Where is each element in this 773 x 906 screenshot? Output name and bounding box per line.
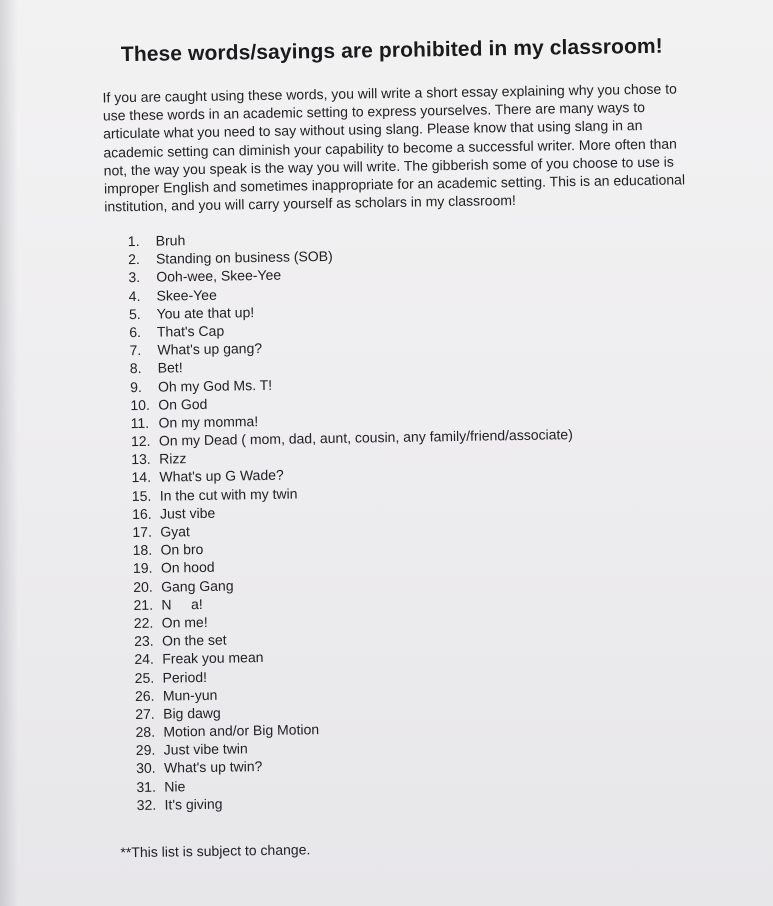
list-item-text: Rizz [159,450,187,467]
intro-line: articulate what you need to say without using slang. Please know that using slang in an [103,117,643,142]
list-item-text: What's up twin? [163,758,263,777]
list-item-number: 20. [133,578,153,595]
intro-paragraph [102,79,684,216]
prohibited-list [128,225,579,814]
list-item-text: On my Dead ( mom, dad, aunt, cousin, any family/friend/associate) [158,426,573,449]
list-item-text: On God [158,395,208,413]
list-item-number: 7. [129,342,142,359]
list-item-text: Bruh [155,232,186,249]
list-item-number: 15. [131,487,152,504]
list-item-text: Just vibe [159,504,216,522]
list-item-number: 12. [130,432,151,450]
list-item-text: Ooh-wee, Skee-Yee [156,267,282,286]
list-item-number: 2. [128,251,140,268]
list-item-number: 13. [131,451,151,468]
list-item-text: Gyat [160,523,191,540]
list-item-text: Just vibe twin [163,740,248,758]
list-item-text: N a! [161,595,203,613]
intro-line: academic setting can diminish your capability to become a successful writer. More often than [103,135,678,161]
list-item-text: Mun-yun [162,686,218,704]
list-item-number: 22. [133,614,154,631]
list-item-number: 28. [135,723,156,741]
intro-line: If you are caught using these words, you will write a short essay explaining why you chose to [102,80,677,106]
list-item-text: In the cut with my twin [159,485,298,504]
list-item-number: 8. [129,360,142,377]
list-item-text: Skee-Yee [156,286,217,304]
list-item-text: Motion and/or Big Motion [163,721,320,740]
list-item-number: 16. [132,505,152,522]
list-item-number: 27. [135,705,155,722]
list-item-number: 19. [132,560,153,577]
list-item-number: 24. [134,651,155,668]
list-item-text: What's up G Wade? [159,467,284,486]
list-item-number: 9. [130,378,142,395]
footnote: **This list is subject to change. [120,841,311,861]
intro-line: improper English and sometimes inappropriate for an academic setting. This is an educational [103,171,686,197]
list-item-text: Standing on business (SOB) [155,248,333,267]
list-item-number: 25. [134,669,155,686]
list-item-number: 3. [128,269,141,286]
list-item-text: Big dawg [163,704,221,722]
intro-line: institution, and you will carry yourself as scholars in my classroom! [104,192,516,215]
list-item-text: You ate that up! [156,303,255,322]
list-item-number: 14. [131,469,152,486]
intro-line: use these words in an academic setting to express yourselves. There are many ways to [102,99,646,124]
list-item-number: 11. [130,414,150,431]
list-item-text: What's up gang? [157,340,263,358]
list-item-text: Period! [162,668,208,686]
list-item-number: 26. [134,687,155,704]
list-item-number: 6. [129,323,142,341]
list-item-text: Oh my God Ms. T! [157,376,273,395]
list-item-number: 4. [128,287,141,304]
list-item-number: 17. [132,523,153,541]
list-item-text: That's Cap [156,322,225,340]
list-item-number: 1. [127,232,140,250]
list-item-text: On the set [161,631,227,649]
list-item-text: On hood [160,559,215,576]
list-item-number: 31. [136,778,157,795]
list-item-text: Nie [164,777,186,795]
list-item-text: On my momma! [158,412,259,431]
list-item-number: 5. [128,305,141,322]
list-item-number: 30. [136,760,156,777]
list-item-number: 32. [136,796,157,813]
list-item-text: On bro [160,541,204,558]
page-title: These words/sayings are prohibited in my classroom! [120,34,663,67]
list-item-number: 29. [135,741,156,759]
list-item-text: Gang Gang [161,577,234,595]
list-item-number: 10. [130,396,151,413]
list-item-number: 21. [133,596,154,613]
list-item-text: Freak you mean [162,649,264,667]
list-item-text: It's giving [164,795,223,813]
list-item-number: 23. [134,632,154,650]
intro-line: not, the way you speak is the way you will write. The gibberish some of you choose to use is [103,153,674,179]
list-item-text: Bet! [157,359,183,376]
list-item-text: On me! [161,613,208,631]
list-item-number: 18. [132,541,153,559]
